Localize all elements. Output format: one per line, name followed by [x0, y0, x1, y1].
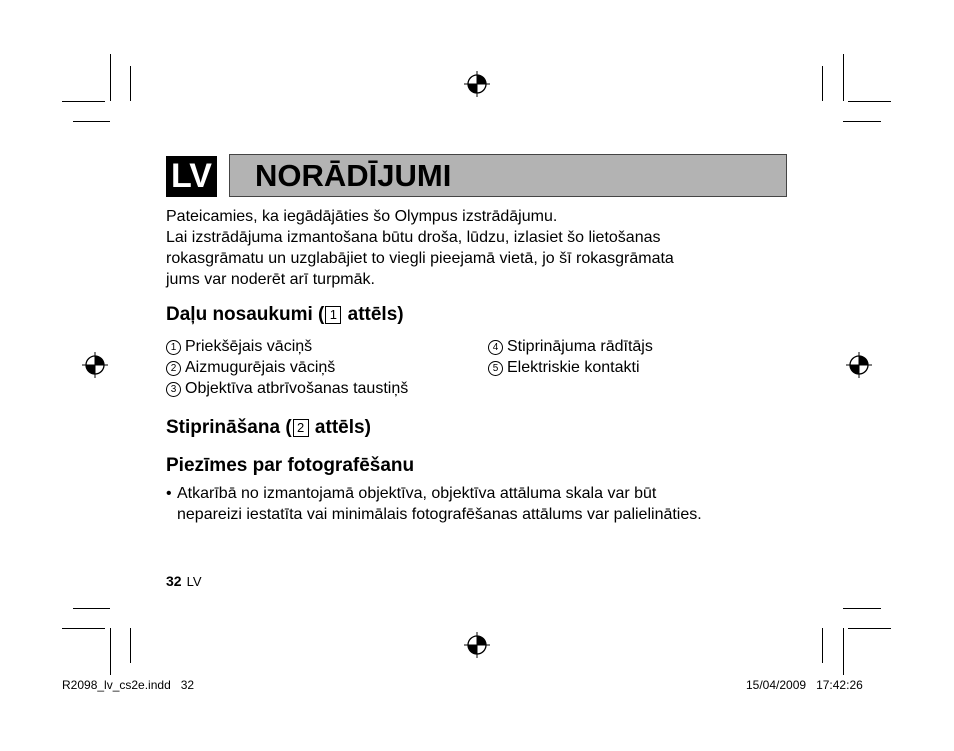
registration-mark-icon	[464, 632, 490, 658]
intro-line: Pateicamies, ka iegādājāties šo Olympus izstrādājumu.	[166, 208, 558, 225]
crop-mark	[62, 101, 105, 102]
item-number: 4	[488, 340, 503, 355]
item-number: 1	[166, 340, 181, 355]
page-title: NORĀDĪJUMI	[255, 158, 452, 193]
mounting-heading	[166, 416, 371, 440]
heading-text: Stiprināšana (	[166, 417, 292, 438]
registration-mark-icon	[464, 71, 490, 97]
page-number	[166, 573, 202, 589]
registration-mark-icon	[846, 352, 872, 378]
heading-text: attēls)	[342, 304, 404, 325]
list-item	[166, 357, 408, 378]
crop-mark	[843, 628, 844, 675]
page-language: LV	[186, 574, 202, 589]
bullet-symbol: •	[166, 485, 172, 502]
language-badge: LV	[166, 156, 217, 197]
slug-date: 15/04/2009	[746, 678, 807, 692]
item-label: Priekšējais vāciņš	[185, 338, 313, 355]
intro-line: jums var noderēt arī turpmāk.	[166, 271, 375, 288]
item-number: 3	[166, 382, 181, 397]
item-label: Objektīva atbrīvošanas taustiņš	[185, 380, 409, 397]
item-label: Stiprinājuma rādītājs	[507, 338, 653, 355]
crop-mark	[843, 608, 881, 609]
registration-mark-icon	[82, 352, 108, 378]
list-item	[488, 357, 653, 378]
heading-text: Daļu nosaukumi (	[166, 304, 325, 325]
item-number: 5	[488, 361, 503, 376]
intro-paragraph	[166, 206, 674, 290]
parts-heading	[166, 303, 404, 327]
crop-mark	[73, 121, 110, 122]
item-label: Elektriskie kontakti	[507, 359, 640, 376]
heading-text: attēls)	[309, 417, 371, 438]
slug-filename: R2098_lv_cs2e.indd 32	[62, 678, 195, 692]
crop-mark	[110, 628, 111, 675]
crop-mark	[130, 628, 131, 663]
parts-list-left	[166, 336, 408, 399]
list-item	[166, 336, 408, 357]
crop-mark	[822, 66, 823, 101]
intro-line: Lai izstrādājuma izmantošana būtu droša, lūdzu, izlasiet šo lietošanas	[166, 229, 661, 246]
crop-mark	[843, 121, 881, 122]
notes-heading: Piezīmes par fotografēšanu	[166, 455, 415, 476]
crop-mark	[843, 54, 844, 101]
figure-number-box: 1	[325, 306, 341, 324]
list-item	[488, 336, 653, 357]
figure-number-box: 2	[293, 419, 309, 437]
crop-mark	[822, 628, 823, 663]
item-number: 2	[166, 361, 181, 376]
bullet-line: nepareizi iestatīta vai minimālais fotografēšanas attālums var palielināties.	[177, 506, 702, 523]
slug-timestamp	[746, 678, 863, 692]
crop-mark	[848, 101, 891, 102]
crop-mark	[62, 628, 105, 629]
title-bar	[229, 154, 787, 197]
notes-bullet	[166, 483, 806, 525]
list-item	[166, 378, 408, 399]
bullet-line: Atkarībā no izmantojamā objektīva, objektīva attāluma skala var būt	[177, 485, 657, 502]
crop-mark	[110, 54, 111, 101]
crop-mark	[130, 66, 131, 101]
slug-time: 17:42:26	[816, 678, 863, 692]
crop-mark	[73, 608, 110, 609]
crop-mark	[848, 628, 891, 629]
intro-line: rokasgrāmatu un uzglabājiet to viegli pieejamā vietā, jo šī rokasgrāmata	[166, 250, 674, 267]
page-number-value: 32	[166, 573, 182, 589]
item-label: Aizmugurējais vāciņš	[185, 359, 336, 376]
parts-list-right	[488, 336, 653, 378]
